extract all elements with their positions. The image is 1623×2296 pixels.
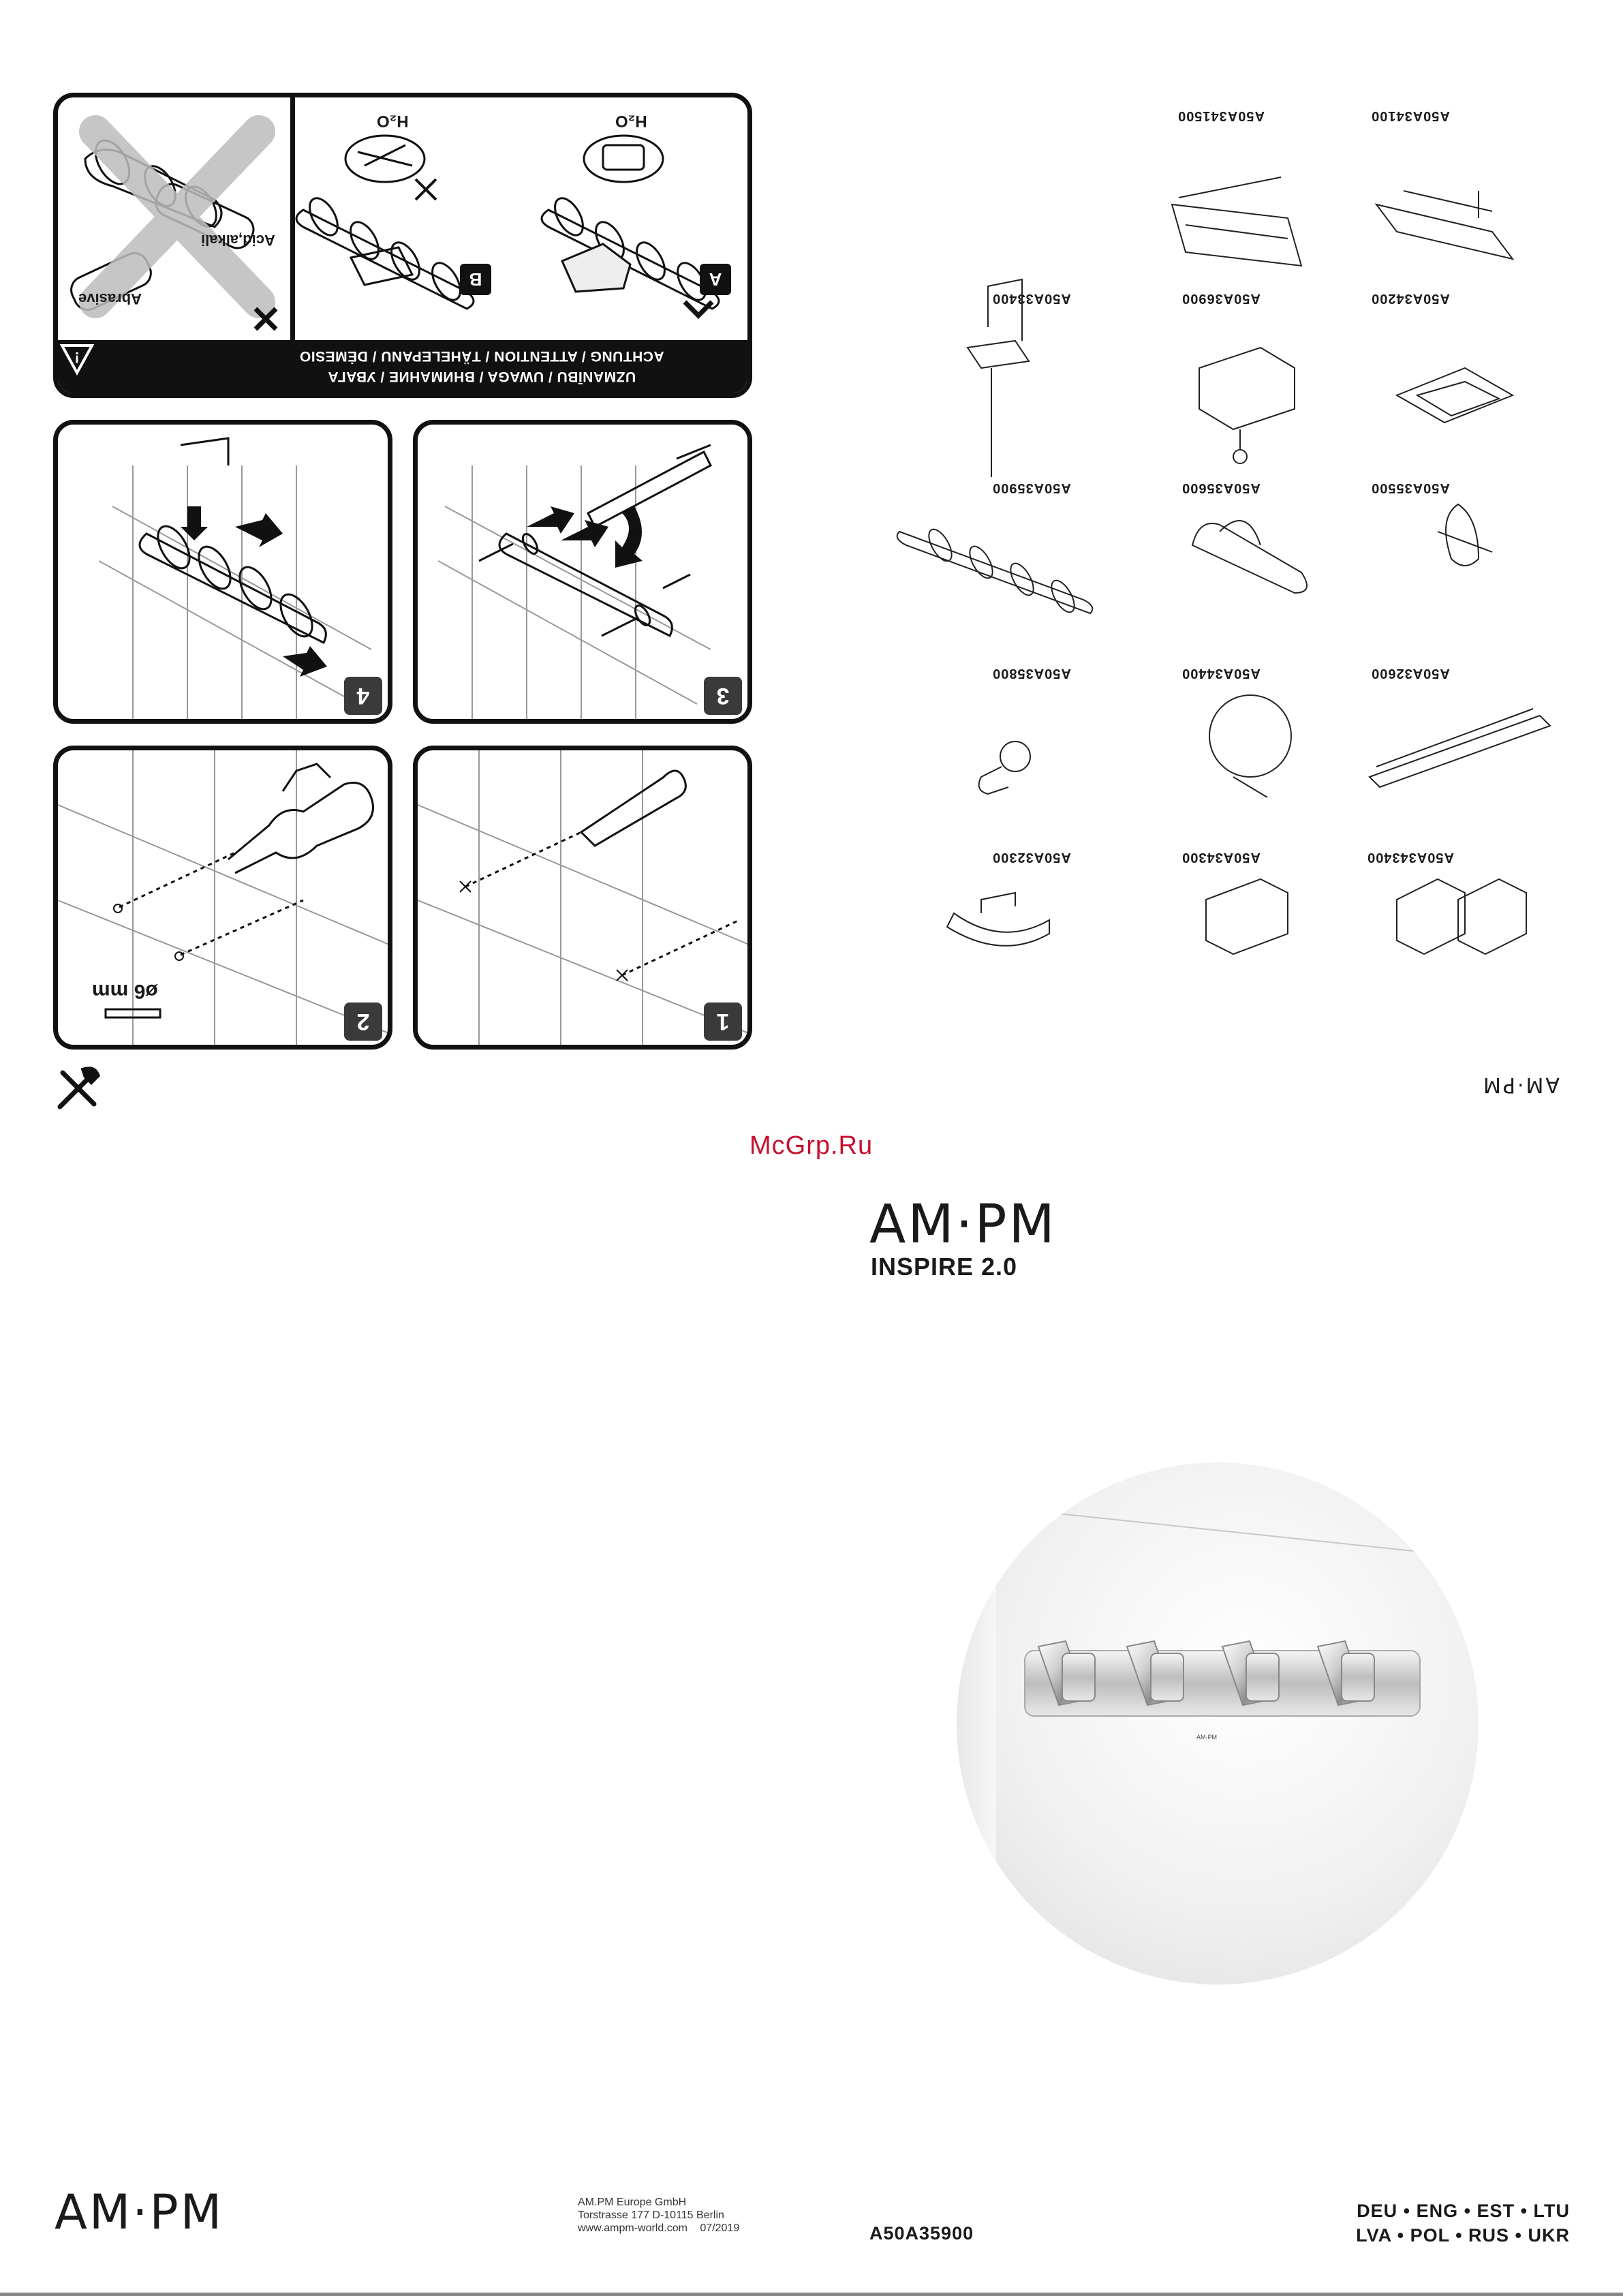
attention-line-1: ACHTUNG / ATTENTION / TÄHELEPANU / DĖMESIO (299, 348, 664, 364)
svg-text:!: ! (74, 349, 80, 366)
step-4-badge: 4 (344, 677, 382, 715)
step-2-badge: 2 (344, 1002, 382, 1041)
watermark: McGrp.Ru (749, 1131, 874, 1160)
product-code: A50A32300 (992, 850, 1071, 865)
product-line-title: INSPIRE 2.0 (871, 1253, 1018, 1281)
step-1-illustration (418, 750, 752, 1050)
attention-bar (58, 340, 747, 393)
product-code: A50A35800 (992, 666, 1071, 681)
step-3-panel (413, 420, 752, 724)
company-street: Torstrasse 177 D-10115 Berlin (578, 2209, 724, 2221)
warning-icon (58, 340, 96, 378)
product-code: A50A34200 (1371, 291, 1450, 306)
attention-text (291, 346, 673, 386)
product-code: A50A35600 (1181, 480, 1261, 495)
languages-line-2: LVA • POL • RUS • UKR (1356, 2225, 1570, 2246)
company-web: www.ampm-world.com (578, 2222, 687, 2234)
drill-size-label: ø6 mm (92, 980, 158, 1002)
article-number: A50A35900 (869, 2223, 974, 2244)
product-code: A50A34400 (1181, 666, 1261, 681)
product-code: A50A35900 (992, 480, 1071, 495)
product-code: A50A343400 (1367, 850, 1454, 865)
product-code: A50A34100 (1371, 108, 1450, 123)
step-1-panel (413, 746, 752, 1050)
company-name: AM.PM Europe GmbH (578, 2196, 687, 2208)
step-3-illustration (418, 425, 752, 724)
step-3-badge: 3 (704, 677, 742, 715)
tools-icon (53, 1063, 104, 1114)
print-date: 07/2019 (700, 2222, 740, 2234)
h2o-label-a: H₂O (615, 112, 647, 130)
footer-address (578, 2196, 739, 2235)
product-code: A50A33400 (992, 291, 1071, 306)
option-a-label: A (700, 264, 731, 295)
back-logo: AM·PM (1481, 1073, 1560, 1097)
option-b-label: B (460, 264, 491, 295)
attention-line-2: UZMANĪBU / UWAGA / ВНИМАНИЕ / УВАГА (327, 369, 636, 384)
abrasive-label: Abrasive (78, 290, 142, 307)
language-list (1267, 2199, 1570, 2248)
cover-logo: AM·PM (869, 1194, 1057, 1255)
product-code: A50A36900 (1181, 291, 1261, 306)
step-1-badge: 1 (704, 1002, 742, 1041)
footer-logo: AM·PM (55, 2184, 224, 2240)
product-code: A50A35500 (1371, 480, 1450, 495)
photo-logo: AM·PM (1196, 1734, 1217, 1741)
step-2-illustration (58, 750, 392, 1050)
product-code: A50A32600 (1371, 666, 1450, 681)
product-code: A50A34300 (1181, 850, 1261, 865)
product-photo (957, 1463, 1479, 1985)
product-drawings (879, 123, 1560, 1009)
company-web-date (578, 2222, 739, 2235)
page-bottom-edge (0, 2293, 1623, 2296)
wall-panel-edge (957, 1463, 996, 1985)
product-code: A50A341500 (1177, 108, 1265, 123)
step-2-panel (53, 746, 392, 1050)
h2o-label-b: H₂O (377, 112, 409, 130)
step-4-illustration (58, 425, 392, 724)
attention-panel (53, 93, 752, 398)
step-4-panel (53, 420, 392, 724)
allowed-illustration (58, 97, 752, 350)
hook-rail-photo (957, 1463, 1479, 1985)
languages-line-1: DEU • ENG • EST • LTU (1357, 2201, 1570, 2221)
acid-alkali-label: Acid,alkali (201, 232, 275, 249)
